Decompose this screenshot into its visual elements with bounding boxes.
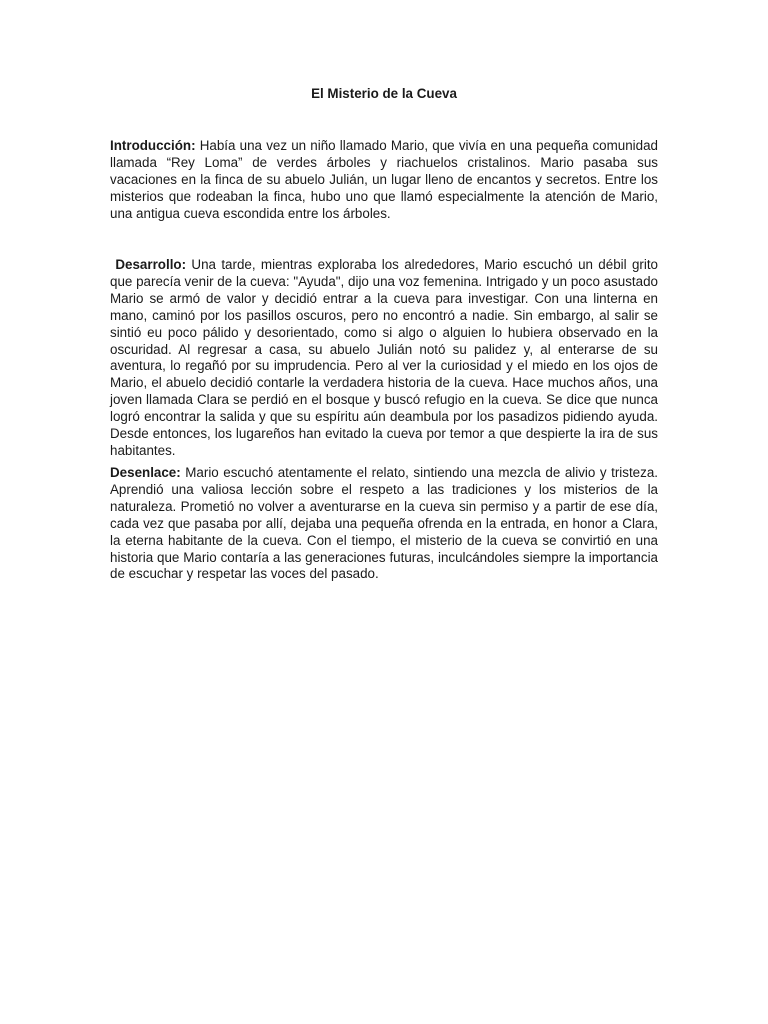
section-heading-desarrollo: Desarrollo: [115, 257, 187, 272]
section-desenlace [110, 465, 658, 583]
section-body-desenlace: Mario escuchó atentamente el relato, sintiendo una mezcla de alivio y tristeza. Aprendió una valiosa lección sobre el respeto a las tradiciones y los misterios de la naturaleza. Prometió no volver a aventurarse en la cueva sin permiso y a partir de ese día, cada vez que pasaba por allí, dejaba una pequeña ofrenda en la entrada, en honor a Clara, la eterna habitante de la cueva. Con el tiempo, el misterio de la cueva se convirtió en una historia que Mario contaría a las generaciones futuras, inculcándoles siempre la importancia de escuchar y respetar las voces del pasado. [110, 465, 658, 582]
section-desarrollo [110, 257, 658, 460]
section-heading-desenlace: Desenlace: [110, 465, 181, 480]
section-body-introduccion: Había una vez un niño llamado Mario, que vivía en una pequeña comunidad llamada “Rey Loma” de verdes árboles y riachuelos cristalinos. Mario pasaba sus vacaciones en la finca de su abuelo Julián, un lugar lleno de encantos y secretos. Entre los misterios que rodeaban la finca, hubo uno que llamó especialmente la atención de Mario, una antigua cueva escondida entre los árboles. [110, 138, 658, 221]
section-introduccion [110, 138, 658, 223]
document-title: El Misterio de la Cueva [311, 86, 457, 101]
section-body-desarrollo: Una tarde, mientras exploraba los alrededores, Mario escuchó un débil grito que parecía venir de la cueva: "Ayuda", dijo una voz femenina. Intrigado y un poco asustado Mario se armó de valor y decidió entrar a la cueva para investigar. Con una linterna en mano, caminó por los pasillos oscuros, pero no encontró a nadie. Sin embargo, al salir se sintió eu poco pálido y desorientado, como si algo o alguien lo hubiera observado en la oscuridad. Al regresar a casa, su abuelo Julián notó su palidez y, al enterarse de su aventura, lo regañó por su imprudencia. Pero al ver la curiosidad y el miedo en los ojos de Mario, el abuelo decidió contarle la verdadera historia de la cueva. Hace muchos años, una joven llamada Clara se perdió en el bosque y buscó refugio en la cueva. Se dice que nunca logró encontrar la salida y que su espíritu aún deambula por los pasadizos pidiendo ayuda. Desde entonces, los lugareños han evitado la cueva por temor a que despierte la ira de sus habitantes. [110, 257, 658, 458]
section-heading-introduccion: Introducción: [110, 138, 196, 153]
